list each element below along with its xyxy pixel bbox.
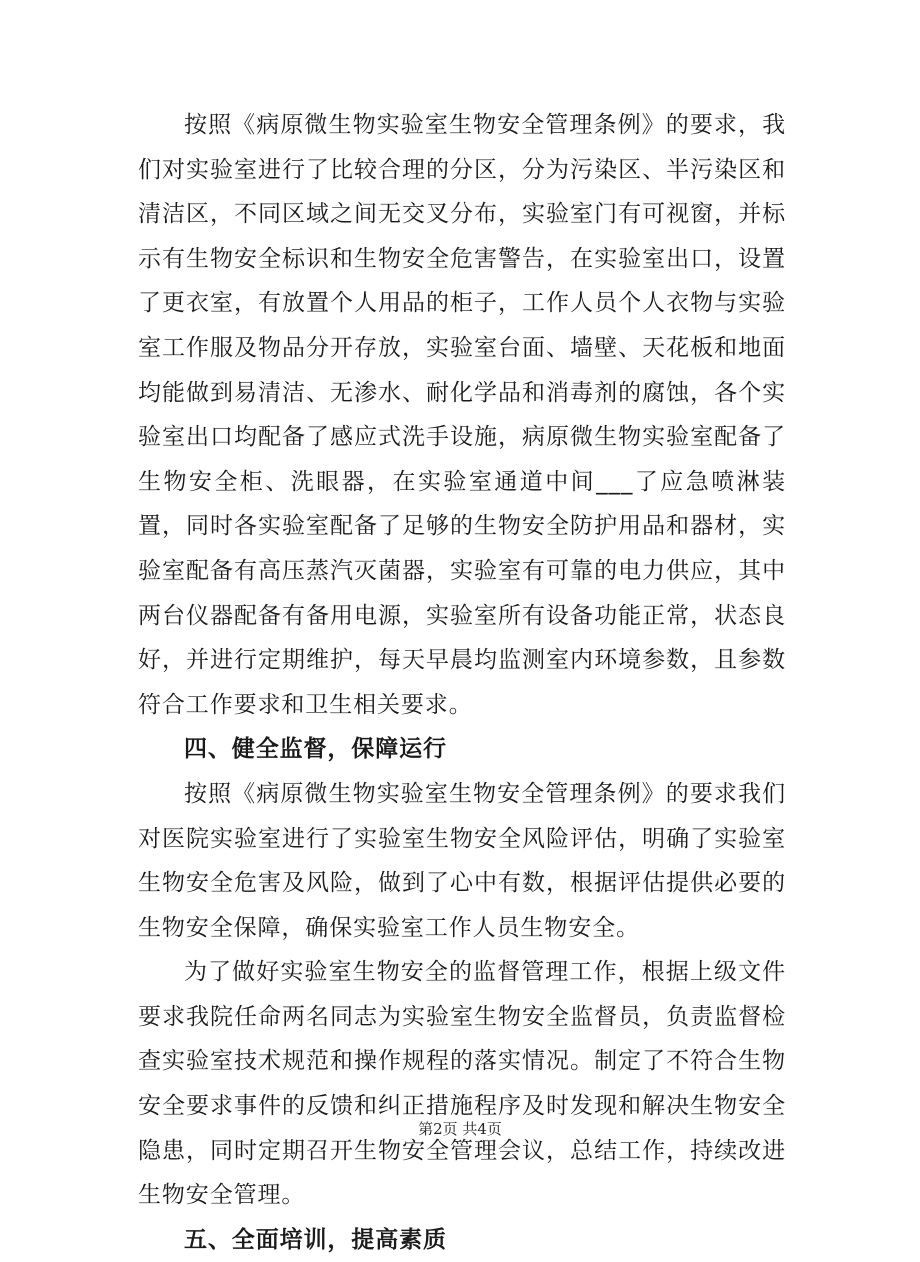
section-heading-supervision: 四、健全监督，保障运行 bbox=[184, 736, 447, 763]
document-body bbox=[138, 103, 786, 1262]
paragraph-lab-zoning: 按照《病原微生物实验室生物安全管理条例》的要求，我们对实验室进行了比较合理的分区，分为污染区、半污染区和清洁区，不同区域之间无交叉分布，实验室门有可视窗，并标示有生物安全标识和生物安全危害警告，在实验室出口，设置了更衣室，有放置个人用品的柜子，工作人员个人衣物与实验室工作服及物品分开存放，实验室台面、墙壁、天花板和地面均能做到易清洁、无渗水、耐化学品和消毒剂的腐蚀，各个实验室出口均配备了感应式洗手设施，病原微生物实验室配备了生物安全柜、洗眼器，在实验室通道中间___了应急喷淋装置，同时各实验室配备了足够的生物安全防护用品和器材，实验室配备有高压蒸汽灭菌器，实验室有可靠的电力供应，其中两台仪器配备有备用电源，实验室所有设备功能正常，状态良好，并进行定期维护，每天早晨均监测室内环境参数，且参数符合工作要求和卫生相关要求。 bbox=[138, 112, 786, 718]
paragraph-risk-assessment: 按照《病原微生物实验室生物安全管理条例》的要求我们对医院实验室进行了实验室生物安全风险评估，明确了实验室生物安全危害及风险，做到了心中有数，根据评估提供必要的生物安全保障，确保实验室工作人员生物安全。 bbox=[138, 780, 786, 941]
page-number-label: 第2页 共4页 bbox=[418, 1120, 502, 1138]
paragraph-supervisors: 为了做好实验室生物安全的监督管理工作，根据上级文件要求我院任命两名同志为实验室生物安全监督员，负责监督检查实验室技术规范和操作规程的落实情况。制定了不符合生物安全要求事件的反馈和纠正措施程序及时发现和解决生物安全隐患，同时定期召开生物安全管理会议，总结工作，持续改进生物安全管理。 bbox=[138, 959, 786, 1209]
section-heading-training: 五、全面培训，提高素质 bbox=[184, 1226, 447, 1253]
page-footer bbox=[0, 1118, 920, 1139]
